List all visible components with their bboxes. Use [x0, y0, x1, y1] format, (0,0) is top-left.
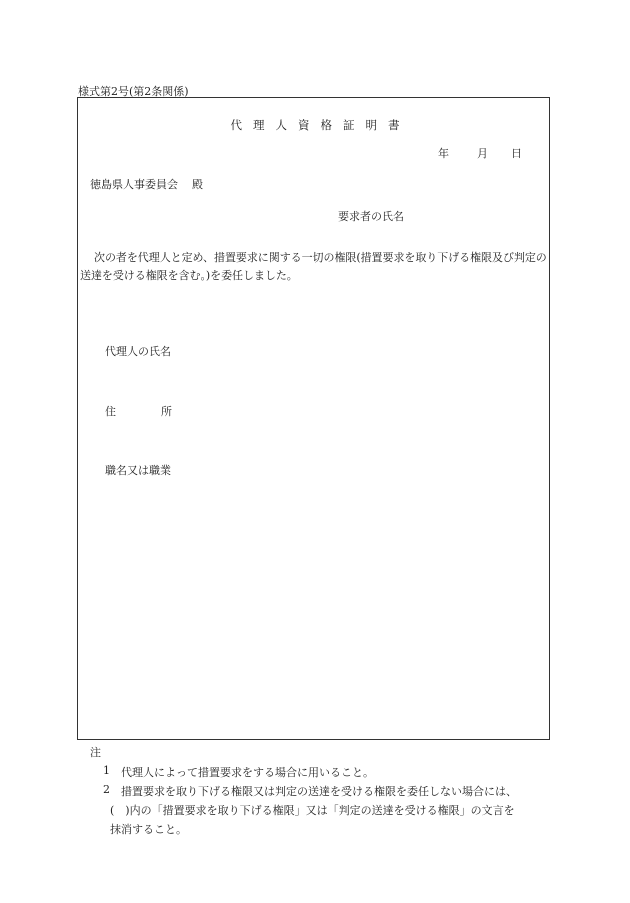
address-label: [105, 403, 172, 419]
note-text: 代理人によって措置要求をする場合に用いること。: [121, 766, 374, 779]
notes-heading: 注: [90, 746, 101, 759]
note-number: 2: [103, 783, 110, 796]
date-day-label: 日: [511, 147, 522, 160]
note-text-continuation: 抹消すること。: [110, 823, 187, 836]
addressee-honorific: 殿: [192, 178, 203, 191]
delegation-statement: 次の者を代理人と定め、措置要求に関する一切の権限(措置要求を取り下げる権限及び判定の送達を受ける権限を含む。)を委任しました。: [80, 251, 547, 282]
note-text: 措置要求を取り下げる権限又は判定の送達を受ける権限を委任しない場合には、: [121, 785, 517, 798]
addressee: [90, 176, 203, 192]
note-number: 1: [103, 764, 110, 777]
requester-name-label: 要求者の氏名: [338, 210, 404, 223]
addressee-name: 徳島県人事委員会: [90, 178, 178, 191]
date-month-label: 月: [477, 147, 488, 160]
form-number: 様式第2号(第2条関係): [78, 85, 189, 98]
date-year-label: 年: [438, 147, 449, 160]
document-title: 代理人資格証明書: [230, 118, 411, 132]
address-label-first: 住: [105, 405, 116, 418]
agent-name-label: 代理人の氏名: [105, 345, 171, 358]
address-label-second: 所: [161, 405, 172, 418]
occupation-label: 職名又は職業: [105, 464, 171, 477]
note-text-continuation: ( )内の「措置要求を取り下げる権限」又は「判定の送達を受ける権限」の文言を: [110, 804, 515, 817]
